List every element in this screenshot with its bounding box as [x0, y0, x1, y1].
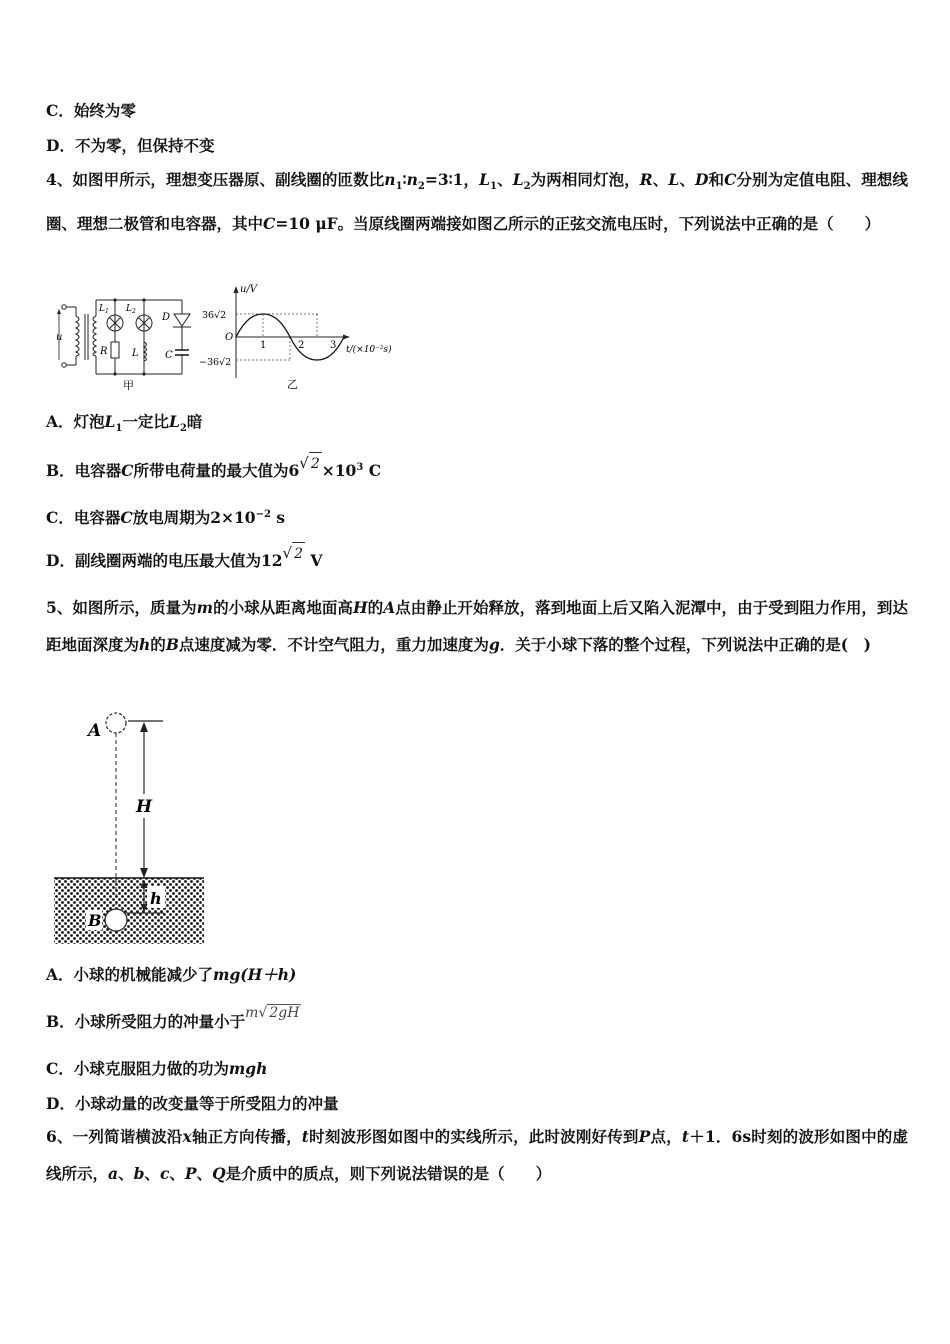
xtick-2: 2: [298, 340, 305, 351]
q4-option-d: D．副线圈两端的电压最大值为12√ 2 V: [46, 550, 322, 573]
xtick-3: 3: [330, 340, 337, 351]
sqrt-expression: m√ 2gH: [245, 1005, 300, 1021]
H-label: H: [136, 797, 153, 817]
L2-label: $L_2$: [126, 304, 136, 315]
ball-at-A: [106, 713, 126, 733]
q6-stem: 6、一列简谐横波沿x轴正方向传播，t时刻波形图如图中的实线所示，此时波刚好传到P点，t＋1．6s时刻的波形如图中的虚线所示，a、b、c、P、Q是介质中的质点，则下列说法错误的是（ ）: [46, 1127, 908, 1183]
option-text: 始终为零: [73, 101, 136, 120]
B-label: B: [88, 911, 102, 930]
q4-option-c: C．电容器C放电周期为$2\times 10^{-2}$ s: [46, 508, 286, 528]
caption-jia: 甲: [123, 379, 134, 392]
q4-option-a: A．灯泡$L_1$一定比$L_2$暗: [46, 412, 203, 435]
sqrt-expression: √ 2: [283, 550, 305, 573]
q3-option-d: [46, 135, 214, 157]
falling-ball-figure: [52, 706, 212, 948]
q5-stem: 5、如图所示，质量为m的小球从距离地面高H的A点由静止开始释放，落到地面上后又陷入泥潭中，由于受到阻力作用，到达距地面深度为h的B点速度减为零．不计空气阻力，重力加速度为g．关于小球下落的整个过程，下列说法中正确的是( ): [46, 598, 908, 654]
q5-option-d: D．小球动量的改变量等于所受阻力的冲量: [46, 1094, 339, 1113]
q4-option-b: B．电容器C所带电荷量的最大值为6√ $2 \times 10^3$ C: [46, 457, 381, 483]
q3-option-c: [46, 100, 136, 122]
u-label: u: [56, 332, 63, 343]
mud-region: [54, 878, 204, 944]
ytick-bottom: −36√2: [199, 357, 232, 368]
A-label: A: [88, 721, 102, 741]
sqrt-expression: √ 2: [299, 460, 321, 483]
h-label: h: [150, 889, 162, 908]
D-label: D: [162, 312, 171, 323]
option-letter: C．: [46, 101, 74, 120]
L1-label: $L_1$: [99, 304, 109, 315]
option-letter: D．: [46, 136, 75, 155]
q5-option-c: C．小球克服阻力做的功为mgh: [46, 1059, 268, 1078]
ytick-top: 36√2: [202, 310, 227, 321]
y-axis-label: u/V: [240, 284, 258, 295]
xtick-1: 1: [260, 340, 267, 351]
L-label: L: [132, 348, 139, 359]
circuit-figure: [52, 290, 192, 392]
q5-option-b: B．小球所受阻力的冲量小于m√ 2gH: [46, 1011, 301, 1034]
ball-at-B: [105, 909, 127, 931]
R-label: R: [100, 346, 108, 357]
option-text: 不为零，但保持不变: [74, 136, 215, 155]
q5-option-a: A．小球的机械能减少了mg(H＋h): [46, 965, 297, 984]
C-label: C: [165, 350, 173, 361]
x-axis-label: t/(×10⁻²s): [346, 345, 392, 355]
caption-yi: 乙: [287, 378, 298, 391]
origin-label: O: [225, 332, 234, 343]
q4-stem: 4、如图甲所示，理想变压器原、副线圈的匝数比$n_1∶n_2=3∶1$，$L_1$、$L_2$为两相同灯泡，R、L、D和C分别为定值电阻、理想线圈、理想二极管和电容器，其中C=10 μF。当原线圈两端接如图乙所示的正弦交流电压时，下列说法中正确的是（ ）: [46, 170, 908, 234]
voltage-graph: [196, 282, 402, 392]
